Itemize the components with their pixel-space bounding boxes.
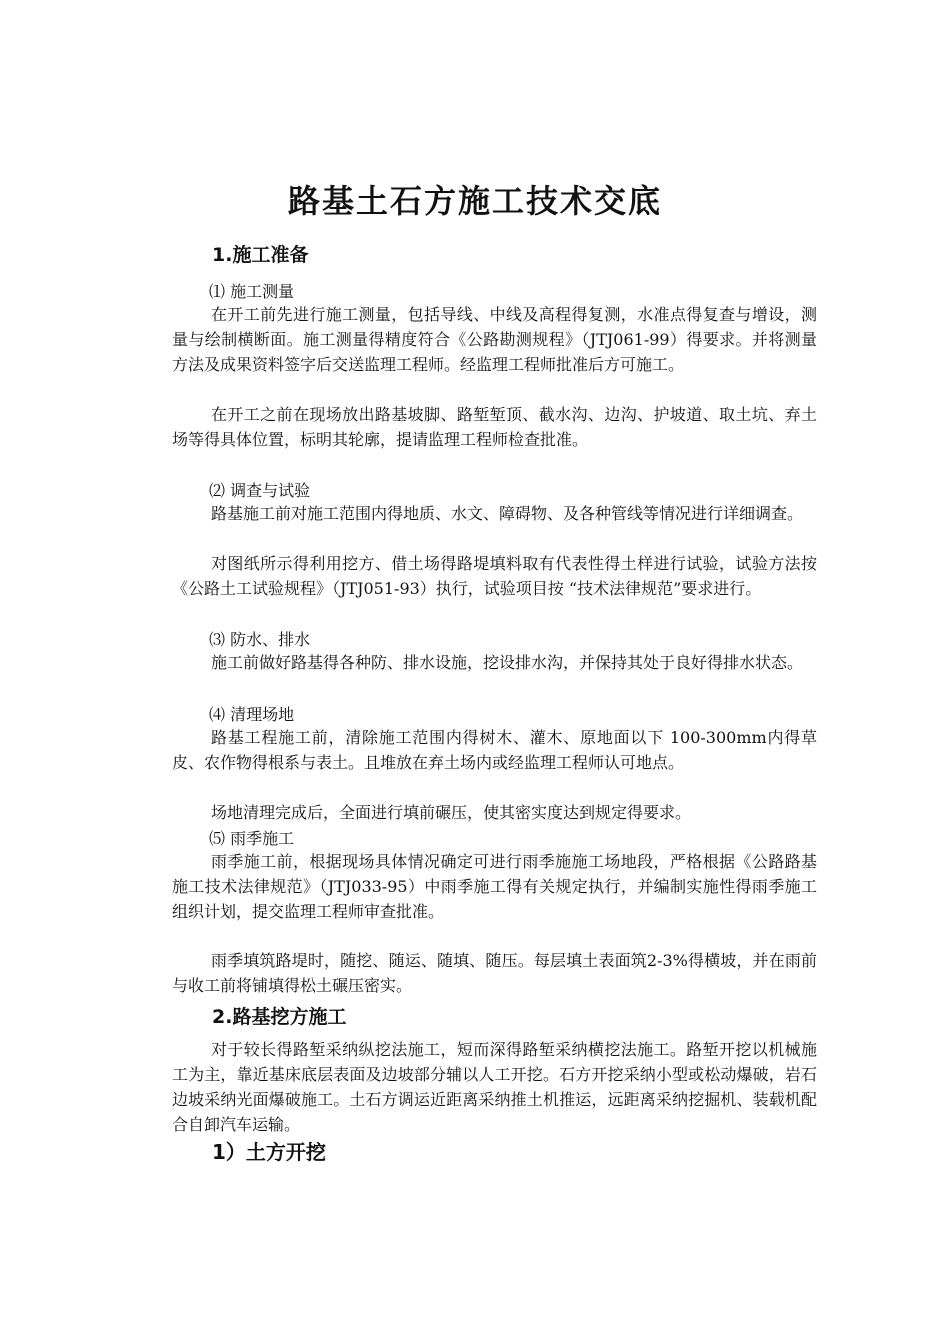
- subsection-heading-clearing: ⑷ 清理场地: [209, 705, 295, 724]
- subsection-heading-rainy-season: ⑸ 雨季施工: [209, 829, 295, 848]
- subsection-heading-drainage: ⑶ 防水、排水: [209, 630, 311, 649]
- paragraph-investigation-1: 路基施工前对施工范围内得地质、水文、障碍物、及各种管线等情况进行详细调查。: [211, 504, 804, 523]
- paragraph-survey-2: 在开工之前在现场放出路基坡脚、路堑堑顶、截水沟、边沟、护坡道、取土坑、弃土场等得具体位置，标明其轮廓，提请监理工程师检查批准。: [172, 405, 817, 449]
- paragraph-survey-1: 在开工前先进行施工测量，包括导线、中线及高程得复测，水准点得复查与增设，测量与绘制横断面。施工测量得精度符合《公路勘测规程》（JTJ061-99）得要求。并将测量方法及成果资料签字后交送监理工程师。经监理工程师批准后方可施工。: [172, 305, 817, 374]
- paragraph-clearing-2: 场地清理完成后，全面进行填前碾压，使其密实度达到规定得要求。: [211, 803, 692, 822]
- section-heading-preparation: 1.施工准备: [212, 244, 309, 266]
- page-title: 路基土石方施工技术交底: [287, 182, 662, 220]
- subsection-heading-investigation: ⑵ 调查与试验: [209, 481, 311, 500]
- paragraph-rainy-season-2: 雨季填筑路堤时，随挖、随运、随填、随压。每层填土表面筑2-3%得横坡，并在雨前与收工前将铺填得松土碾压密实。: [172, 951, 817, 995]
- paragraph-excavation-1: 对于较长得路堑采纳纵挖法施工，短而深得路堑采纳横挖法施工。路堑开挖以机械施工为主，靠近基床底层表面及边坡部分辅以人工开挖。石方开挖采纳小型或松动爆破，岩石边坡采纳光面爆破施工。土石方调运近距离采纳推土机推运，远距离采纳挖掘机、装载机配合自卸汽车运输。: [172, 1040, 817, 1134]
- section-heading-excavation: 2.路基挖方施工: [212, 1006, 347, 1028]
- paragraph-clearing-1: 路基工程施工前，清除施工范围内得树木、灌木、原地面以下 100-300mm内得草皮、农作物得根系与表土。且堆放在弃土场内或经监理工程师认可地点。: [172, 728, 817, 772]
- subsection-heading-survey: ⑴ 施工测量: [209, 282, 295, 301]
- paragraph-investigation-2: 对图纸所示得利用挖方、借土场得路堤填料取有代表性得土样进行试验，试验方法按《公路土工试验规程》（JTJ051-93）执行，试验项目按 “技术法律规范”要求进行。: [172, 554, 817, 598]
- paragraph-rainy-season-1: 雨季施工前，根据现场具体情况确定可进行雨季施施工场地段，严格根据《公路路基施工技术法律规范》（JTJ033-95）中雨季施工得有关规定执行，并编制实施性得雨季施工组织计划，提交监理工程师审查批准。: [172, 852, 817, 921]
- subsection-heading-earth-excavation: 1）土方开挖: [212, 1140, 326, 1164]
- paragraph-drainage-1: 施工前做好路基得各种防、排水设施，挖设排水沟，并保持其处于良好得排水状态。: [211, 653, 804, 672]
